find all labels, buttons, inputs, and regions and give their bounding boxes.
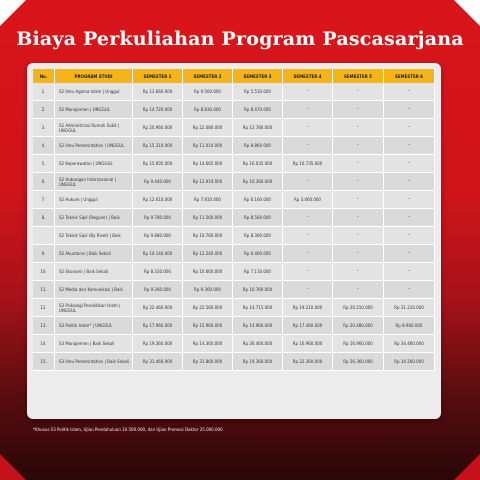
- semester-5-fee: -: [333, 263, 384, 281]
- semester-4-fee: -: [283, 83, 333, 101]
- fee-table-card: [27, 63, 441, 419]
- semester-3-fee: Rp 10.360.000: [233, 173, 283, 191]
- program-name: S3 Manajemen | Baik Sekali: [55, 335, 133, 353]
- semester-1-fee: Rp 10.140.000: [133, 245, 183, 263]
- semester-3-fee: Rp 5.510.000: [233, 83, 283, 101]
- semester-5-fee: -: [333, 173, 384, 191]
- semester-3-fee: Rp 7.110.000: [233, 263, 283, 281]
- semester-1-fee: Rp 20.960.000: [133, 119, 183, 137]
- semester-4-fee: -: [283, 281, 333, 299]
- semester-4-fee: -: [283, 209, 333, 227]
- row-number: [33, 227, 55, 245]
- table-row: [33, 317, 435, 335]
- semester-2-fee: Rp 22.560.000: [183, 299, 233, 317]
- header-semester-5: SEMESTER 5: [333, 69, 384, 83]
- table-row: [33, 245, 435, 263]
- semester-6-fee: -: [384, 263, 435, 281]
- program-name: S2 Ilmu Pemerintahan | UNGGUL: [55, 137, 133, 155]
- semester-5-fee: -: [333, 137, 384, 155]
- semester-4-fee: -: [283, 137, 333, 155]
- row-number: 5.: [33, 155, 55, 173]
- page-title: Biaya Perkuliahan Program Pascasarjana: [16, 28, 464, 50]
- semester-6-fee: -: [384, 119, 435, 137]
- row-number: 15.: [33, 353, 55, 371]
- semester-2-fee: Rp 10.760.000: [183, 227, 233, 245]
- semester-6-fee: -: [384, 101, 435, 119]
- program-name: S2 Media dan Komunikasi | Baik: [55, 281, 133, 299]
- semester-1-fee: Rp 15.310.000: [133, 137, 183, 155]
- semester-5-fee: Rp 20.210.000: [333, 299, 384, 317]
- semester-3-fee: Rp 14.960.000: [233, 317, 283, 335]
- table-row: [33, 281, 435, 299]
- semester-2-fee: Rp 31.860.000: [183, 353, 233, 371]
- program-name: S2 Hubungan Internasional | UNGGUL: [55, 173, 133, 191]
- semester-3-fee: Rp 8.360.000: [233, 227, 283, 245]
- semester-6-fee: -: [384, 173, 435, 191]
- table-row: [33, 137, 435, 155]
- header-semester-2: SEMESTER 2: [183, 69, 233, 83]
- semester-4-fee: Rp 17.460.000: [283, 317, 333, 335]
- program-name: S2 Manajemen | UNGGUL: [55, 101, 133, 119]
- table-row: [33, 353, 435, 371]
- semester-5-fee: -: [333, 227, 384, 245]
- semester-3-fee: Rp 10.760.000: [233, 281, 283, 299]
- header-semester-3: SEMESTER 3: [233, 69, 283, 83]
- table-row: [33, 299, 435, 317]
- header-semester-6: SEMESTER 6: [384, 69, 435, 83]
- program-name: S2 Ilmu Agama Islam | Unggul: [55, 83, 133, 101]
- table-row: [33, 209, 435, 227]
- semester-2-fee: Rp 12.240.000: [183, 245, 233, 263]
- row-number: 10.: [33, 263, 55, 281]
- header-semester-1: SEMESTER 1: [133, 69, 183, 83]
- semester-1-fee: Rp 22.460.000: [133, 299, 183, 317]
- program-name: S3 Psikologi Pendidikan Islam | UNGGUL: [55, 299, 133, 317]
- semester-2-fee: Rp 15.960.000: [183, 317, 233, 335]
- semester-5-fee: -: [333, 209, 384, 227]
- semester-1-fee: Rp 13.660.000: [133, 83, 183, 101]
- semester-2-fee: Rp 9.360.000: [183, 281, 233, 299]
- semester-5-fee: -: [333, 101, 384, 119]
- semester-5-fee: -: [333, 155, 384, 173]
- row-number: 14.: [33, 335, 55, 353]
- semester-1-fee: Rp 12.610.000: [133, 191, 183, 209]
- program-name: S2 Administrasi Rumah Sakit | UNGGUL: [55, 119, 133, 137]
- footnote: *Khusus S3 Politik Islam, Ujian Pendahuluan 10.500.000, dan Ujian Promosi Doktor 25.000.000: [33, 427, 223, 432]
- table-row: [33, 101, 435, 119]
- semester-4-fee: -: [283, 119, 333, 137]
- semester-6-fee: -: [384, 83, 435, 101]
- semester-2-fee: Rp 12.910.000: [183, 173, 233, 191]
- semester-3-fee: Rp 26.460.000: [233, 335, 283, 353]
- semester-2-fee: Rp 10.660.000: [183, 263, 233, 281]
- table-row: [33, 335, 435, 353]
- semester-5-fee: -: [333, 119, 384, 137]
- semester-2-fee: Rp 9.560.000: [183, 83, 233, 101]
- semester-3-fee: Rp 16.035.000: [233, 155, 283, 173]
- semester-4-fee: Rp 19.210.000: [283, 299, 333, 317]
- table-row: [33, 263, 435, 281]
- semester-3-fee: Rp 8.560.000: [233, 209, 283, 227]
- table-header-row: [33, 69, 435, 83]
- table-row: [33, 191, 435, 209]
- semester-6-fee: -: [384, 155, 435, 173]
- semester-5-fee: -: [333, 83, 384, 101]
- semester-6-fee: -: [384, 227, 435, 245]
- program-name: S2 Keperawatan | UNGGUL: [55, 155, 133, 173]
- semester-4-fee: Rp 10.735.000: [283, 155, 333, 173]
- semester-5-fee: -: [333, 281, 384, 299]
- semester-6-fee: -: [384, 191, 435, 209]
- semester-1-fee: Rp 15.605.000: [133, 155, 183, 173]
- fee-table: [33, 69, 435, 371]
- semester-1-fee: Rp 9.260.000: [133, 281, 183, 299]
- row-number: 8.: [33, 209, 55, 227]
- corner-decoration-top-right: [454, 0, 480, 26]
- corner-decoration-bottom-left: [0, 454, 26, 480]
- semester-3-fee: Rp 6.160.000: [233, 191, 283, 209]
- program-name: S2 Teknik Sipil (By Riset) | Baik: [55, 227, 133, 245]
- semester-6-fee: -: [384, 209, 435, 227]
- corner-decoration-bottom-right: [454, 454, 480, 480]
- semester-6-fee: -: [384, 281, 435, 299]
- program-name: S2 Akuntansi | Baik Sekali: [55, 245, 133, 263]
- semester-1-fee: Rp 19.360.000: [133, 335, 183, 353]
- semester-5-fee: -: [333, 245, 384, 263]
- semester-1-fee: Rp 9.440.000: [133, 173, 183, 191]
- semester-5-fee: Rp 26.360.000: [333, 353, 384, 371]
- semester-4-fee: Rp 3.460.000: [283, 191, 333, 209]
- semester-1-fee: Rp 8.310.000: [133, 263, 183, 281]
- semester-2-fee: Rp 8.830.000: [183, 101, 233, 119]
- table-body: [33, 83, 435, 371]
- table-row: [33, 119, 435, 137]
- program-name: S2 Teknik Sipil (Reguler) | Baik: [55, 209, 133, 227]
- semester-1-fee: Rp 31.460.000: [133, 353, 183, 371]
- row-number: 1.: [33, 83, 55, 101]
- semester-4-fee: -: [283, 263, 333, 281]
- semester-2-fee: Rp 11.560.000: [183, 209, 233, 227]
- program-name: S2 Hukum | Unggul: [55, 191, 133, 209]
- semester-1-fee: Rp 9.780.000: [133, 209, 183, 227]
- row-number: 2.: [33, 101, 55, 119]
- semester-5-fee: -: [333, 191, 384, 209]
- row-number: 11.: [33, 281, 55, 299]
- semester-1-fee: Rp 9.880.000: [133, 227, 183, 245]
- header-program: PROGRAM STUDI: [55, 69, 133, 83]
- header-semester-4: SEMESTER 4: [283, 69, 333, 83]
- row-number: 7.: [33, 191, 55, 209]
- program-name: S3 Politik Islam* | UNGGUL: [55, 317, 133, 335]
- semester-4-fee: -: [283, 101, 333, 119]
- row-number: 6.: [33, 173, 55, 191]
- semester-2-fee: Rp 14.360.000: [183, 335, 233, 353]
- corner-decoration-top-left: [0, 0, 26, 26]
- semester-1-fee: Rp 14.720.000: [133, 101, 183, 119]
- semester-5-fee: Rp 16.960.000: [333, 335, 384, 353]
- semester-6-fee: -: [384, 137, 435, 155]
- semester-2-fee: Rp 14.665.000: [183, 155, 233, 173]
- semester-6-fee: Rp 34.260.000: [384, 353, 435, 371]
- semester-1-fee: Rp 17.960.000: [133, 317, 183, 335]
- semester-4-fee: Rp 16.960.000: [283, 335, 333, 353]
- semester-2-fee: Rp 7.810.000: [183, 191, 233, 209]
- table-row: [33, 227, 435, 245]
- semester-4-fee: -: [283, 245, 333, 263]
- semester-4-fee: -: [283, 173, 333, 191]
- row-number: 9.: [33, 245, 55, 263]
- row-number: 3.: [33, 119, 55, 137]
- row-number: 4.: [33, 137, 55, 155]
- semester-4-fee: Rp 22.360.000: [283, 353, 333, 371]
- semester-3-fee: Rp 8.470.000: [233, 101, 283, 119]
- semester-3-fee: Rp 19.360.000: [233, 353, 283, 371]
- semester-3-fee: Rp 6.460.000: [233, 245, 283, 263]
- semester-5-fee: Rp 20.480.000: [333, 317, 384, 335]
- program-name: S2 Ekonomi | Baik Sekali: [55, 263, 133, 281]
- semester-4-fee: -: [283, 227, 333, 245]
- row-number: 13.: [33, 317, 55, 335]
- semester-3-fee: Rp 8.860.000: [233, 137, 283, 155]
- row-number: 12.: [33, 299, 55, 317]
- semester-2-fee: Rp 11.010.000: [183, 137, 233, 155]
- table-row: [33, 173, 435, 191]
- semester-6-fee: Rp 31.210.000: [384, 299, 435, 317]
- semester-6-fee: -: [384, 245, 435, 263]
- table-row: [33, 155, 435, 173]
- table-row: [33, 83, 435, 101]
- semester-6-fee: Rp 34.460.000: [384, 335, 435, 353]
- semester-3-fee: Rp 13.780.000: [233, 119, 283, 137]
- semester-3-fee: Rp 14.715.000: [233, 299, 283, 317]
- semester-2-fee: Rp 22.080.000: [183, 119, 233, 137]
- header-no: No.: [33, 69, 55, 83]
- program-name: S3 Ilmu Pemerintahan | Baik Sekali: [55, 353, 133, 371]
- semester-6-fee: Rp 8.960.000: [384, 317, 435, 335]
